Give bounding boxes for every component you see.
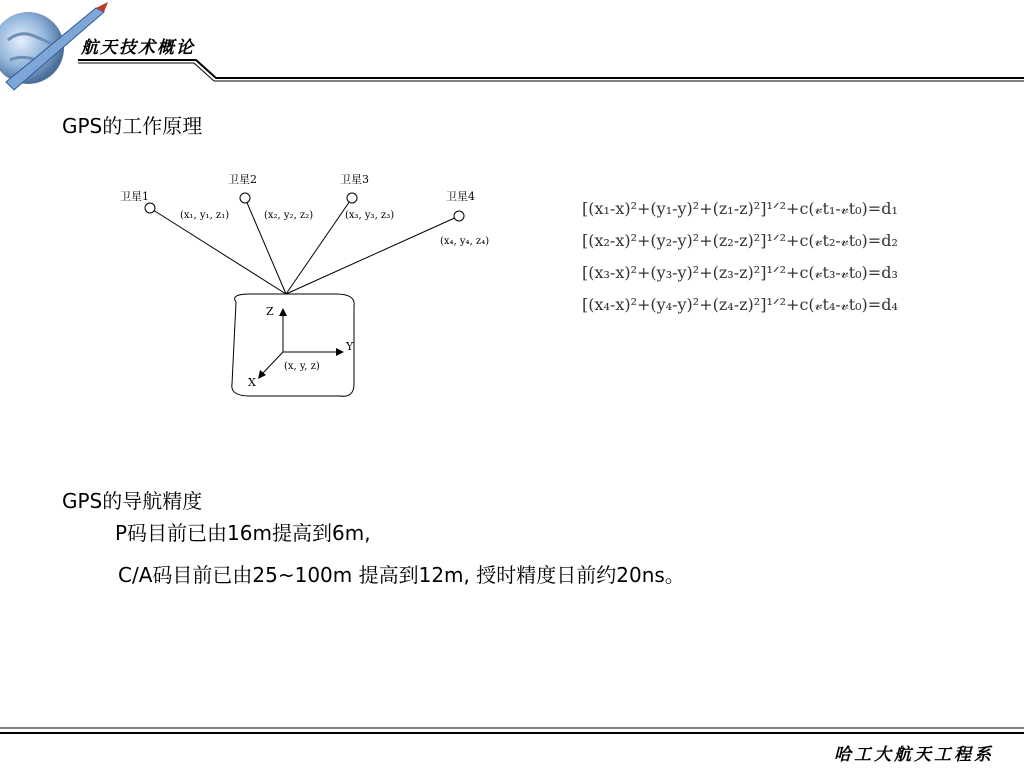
satellite-4-icon — [454, 211, 464, 221]
p-code-accuracy-text: P码目前已由16m提高到6m, — [115, 521, 371, 545]
satellite-4-coord: (x₄, y₄, z₄) — [440, 236, 490, 247]
ca-code-accuracy-text: C/A码目前已由25~100m 提高到12m, 授时精度日前约20ns。 — [118, 563, 685, 587]
equation-3: [(x₃-x)²+(y₃-y)²+(z₃-z)²]¹ᐟ²+c(𝓋t₃-𝓋t₀)=d₃ — [582, 263, 898, 282]
satellite-2-label: 卫星2 — [228, 173, 257, 186]
satellite-1-icon — [145, 203, 155, 213]
x-axis — [262, 352, 283, 374]
satellite-1-label: 卫星1 — [120, 190, 149, 203]
equations-block — [582, 193, 898, 321]
satellite-1-coord: (x₁, y₁, z₁) — [180, 210, 230, 221]
section-heading-accuracy: GPS的导航精度 — [62, 489, 203, 513]
gps-positioning-diagram — [100, 160, 540, 410]
equation-1: [(x₁-x)²+(y₁-y)²+(z₁-z)²]¹ᐟ²+c(𝓋t₁-𝓋t₀)=d₁ — [582, 199, 898, 218]
footer-text: 哈工大航天工程系 — [834, 745, 994, 765]
header-title: 航天技术概论 — [81, 38, 195, 58]
axis-x-label: X — [248, 376, 256, 389]
footer-divider — [0, 725, 1024, 737]
satellite-4-label: 卫星4 — [446, 190, 475, 203]
section-heading-working-principle: GPS的工作原理 — [62, 114, 203, 138]
satellite-3-label: 卫星3 — [340, 173, 369, 186]
axis-y-label: Y — [346, 340, 354, 353]
satellite-3-icon — [347, 193, 357, 203]
axis-z-label: Z — [266, 305, 274, 318]
equation-4: [(x₄-x)²+(y₄-y)²+(z₄-z)²]¹ᐟ²+c(𝓋t₄-𝓋t₀)=d₄ — [582, 295, 898, 314]
satellite-2-icon — [240, 193, 250, 203]
equation-2: [(x₂-x)²+(y₂-y)²+(z₂-z)²]¹ᐟ²+c(𝓋t₂-𝓋t₀)=d₂ — [582, 231, 898, 250]
signal-line-4 — [286, 216, 459, 294]
header-divider — [0, 0, 1024, 100]
receiver-coord: (x, y, z) — [284, 361, 320, 372]
satellite-2-coord: (x₂, y₂, z₂) — [264, 210, 314, 221]
satellite-3-coord: (x₃, y₃, z₃) — [345, 210, 395, 221]
